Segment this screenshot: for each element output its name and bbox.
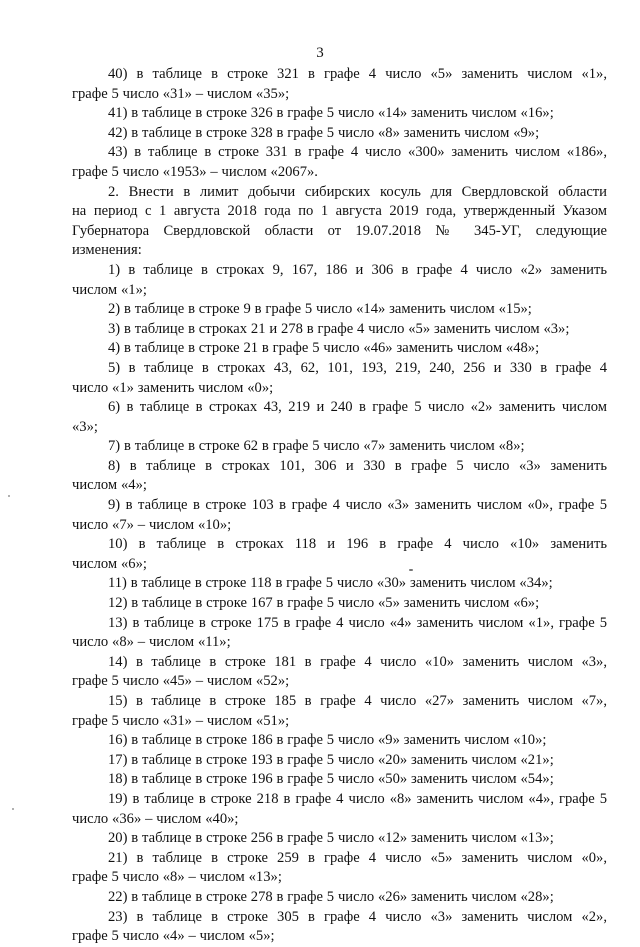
list-item bbox=[72, 457, 607, 496]
paragraph-line-continuation: число «8» – числом «11»; bbox=[72, 634, 231, 651]
paragraph-line: 22) в таблице в строке 278 в графе 5 число «26» заменить числом «28»; bbox=[108, 888, 554, 905]
paragraph-line: 20) в таблице в строке 256 в графе 5 число «12» заменить числом «13»; bbox=[108, 830, 554, 847]
list-item bbox=[72, 496, 607, 535]
list-item bbox=[72, 222, 607, 261]
document-body bbox=[72, 65, 607, 947]
paragraph-line-continuation: графе 5 число «45» – числом «52»; bbox=[72, 673, 290, 690]
list-item bbox=[72, 770, 607, 790]
paragraph-line: 4) в таблице в строке 21 в графе 5 число «46» заменить числом «48»; bbox=[108, 340, 540, 357]
paragraph-line: 11) в таблице в строке 118 в графе 5 число «30» заменить числом «34»; bbox=[108, 575, 553, 592]
paragraph-line: 5) в таблице в строках 43, 62, 101, 193, 219, 240, 256 и 330 в графе 4 bbox=[108, 359, 607, 376]
list-item bbox=[72, 751, 607, 771]
paragraph-line: 19) в таблице в строке 218 в графе 4 число «8» заменить числом «4», графе 5 bbox=[108, 790, 607, 807]
list-item bbox=[72, 300, 607, 320]
scan-speck bbox=[8, 495, 10, 497]
paragraph-line: 15) в таблице в строке 185 в графе 4 число «27» заменить числом «7», bbox=[108, 693, 607, 709]
scan-speck bbox=[409, 569, 413, 571]
paragraph-line: 16) в таблице в строке 186 в графе 5 число «9» заменить числом «10»; bbox=[108, 732, 547, 749]
list-item bbox=[72, 183, 607, 203]
paragraph-line: 40) в таблице в строке 321 в графе 4 число «5» заменить числом «1», bbox=[108, 66, 607, 82]
list-item bbox=[72, 65, 607, 104]
paragraph-line: 21) в таблице в строке 259 в графе 4 число «5» заменить числом «0», bbox=[108, 849, 607, 866]
paragraph-line-continuation: числом «1»; bbox=[72, 281, 147, 298]
list-item bbox=[72, 653, 607, 692]
paragraph-line: 2) в таблице в строке 9 в графе 5 число «14» заменить числом «15»; bbox=[108, 301, 532, 318]
list-item bbox=[72, 849, 607, 888]
paragraph-line: 10) в таблице в строках 118 и 196 в графе 4 число «10» заменить bbox=[108, 536, 607, 553]
paragraph-line-continuation: графе 5 число «1953» – числом «2067». bbox=[72, 163, 318, 180]
paragraph-line: 23) в таблице в строке 305 в графе 4 число «3» заменить числом «2», bbox=[108, 908, 607, 925]
list-item bbox=[72, 594, 607, 614]
paragraph-line-continuation: графе 5 число «31» – числом «35»; bbox=[72, 85, 290, 102]
scan-speck bbox=[12, 808, 14, 810]
paragraph-line-continuation: число «1» заменить числом «0»; bbox=[72, 379, 274, 396]
paragraph-line: 3) в таблице в строках 21 и 278 в графе 4 число «5» заменить числом «3»; bbox=[108, 320, 570, 337]
paragraph-line: 17) в таблице в строке 193 в графе 5 число «20» заменить числом «21»; bbox=[108, 751, 554, 768]
page-number: 3 bbox=[316, 45, 324, 61]
list-item bbox=[72, 692, 607, 731]
paragraph-line-continuation: графе 5 число «8» – числом «13»; bbox=[72, 869, 282, 886]
paragraph-line-continuation: «3»; bbox=[72, 418, 98, 435]
paragraph-line: 8) в таблице в строках 101, 306 и 330 в графе 5 число «3» заменить bbox=[108, 457, 607, 474]
paragraph-line: 42) в таблице в строке 328 в графе 5 число «8» заменить числом «9»; bbox=[108, 124, 540, 141]
list-item bbox=[72, 124, 607, 144]
list-item bbox=[72, 398, 607, 437]
paragraph-line: 7) в таблице в строке 62 в графе 5 число «7» заменить числом «8»; bbox=[108, 438, 525, 455]
paragraph-line: 13) в таблице в строке 175 в графе 4 число «4» заменить числом «1», графе 5 bbox=[108, 614, 607, 631]
list-item bbox=[72, 143, 607, 182]
paragraph-line-continuation: графе 5 число «31» – числом «51»; bbox=[72, 712, 290, 729]
list-item bbox=[72, 908, 607, 947]
list-item bbox=[72, 829, 607, 849]
paragraph-line-continuation: изменения: bbox=[72, 242, 142, 259]
list-item bbox=[72, 535, 607, 574]
paragraph-line: 2. Внести в лимит добычи сибирских косуль для Свердловской области bbox=[108, 183, 607, 200]
list-item bbox=[72, 202, 607, 222]
paragraph-line: 12) в таблице в строке 167 в графе 5 число «5» заменить числом «6»; bbox=[108, 595, 540, 612]
paragraph-line: на период с 1 августа 2018 года по 1 августа 2019 года, утвержденный Указом bbox=[72, 203, 607, 220]
paragraph-line: 18) в таблице в строке 196 в графе 5 число «50» заменить числом «54»; bbox=[108, 771, 554, 788]
paragraph-line-continuation: число «7» – числом «10»; bbox=[72, 516, 232, 533]
list-item bbox=[72, 731, 607, 751]
list-item bbox=[72, 104, 607, 124]
paragraph-line-continuation: числом «6»; bbox=[72, 555, 147, 572]
list-item bbox=[72, 437, 607, 457]
paragraph-line: Губернатора Свердловской области от 19.07.2018 № 345-УГ, следующие bbox=[72, 222, 607, 239]
paragraph-line: 9) в таблице в строке 103 в графе 4 число «3» заменить числом «0», графе 5 bbox=[108, 497, 607, 514]
paragraph-line-continuation: число «36» – числом «40»; bbox=[72, 810, 239, 827]
list-item bbox=[72, 339, 607, 359]
paragraph-line: 1) в таблице в строках 9, 167, 186 и 306 в графе 4 число «2» заменить bbox=[108, 261, 607, 278]
list-item bbox=[72, 574, 607, 594]
list-item bbox=[72, 790, 607, 829]
paragraph-line-continuation: числом «4»; bbox=[72, 477, 147, 494]
list-item bbox=[72, 359, 607, 398]
paragraph-line-continuation: графе 5 число «4» – числом «5»; bbox=[72, 928, 275, 945]
list-item bbox=[72, 261, 607, 300]
paragraph-line: 6) в таблице в строках 43, 219 и 240 в графе 5 число «2» заменить числом bbox=[108, 399, 607, 416]
paragraph-line: 14) в таблице в строке 181 в графе 4 число «10» заменить числом «3», bbox=[108, 653, 607, 670]
list-item bbox=[72, 614, 607, 653]
list-item bbox=[72, 320, 607, 340]
paragraph-line: 43) в таблице в строке 331 в графе 4 число «300» заменить числом «186», bbox=[108, 144, 607, 161]
paragraph-line: 41) в таблице в строке 326 в графе 5 число «14» заменить числом «16»; bbox=[108, 105, 554, 122]
